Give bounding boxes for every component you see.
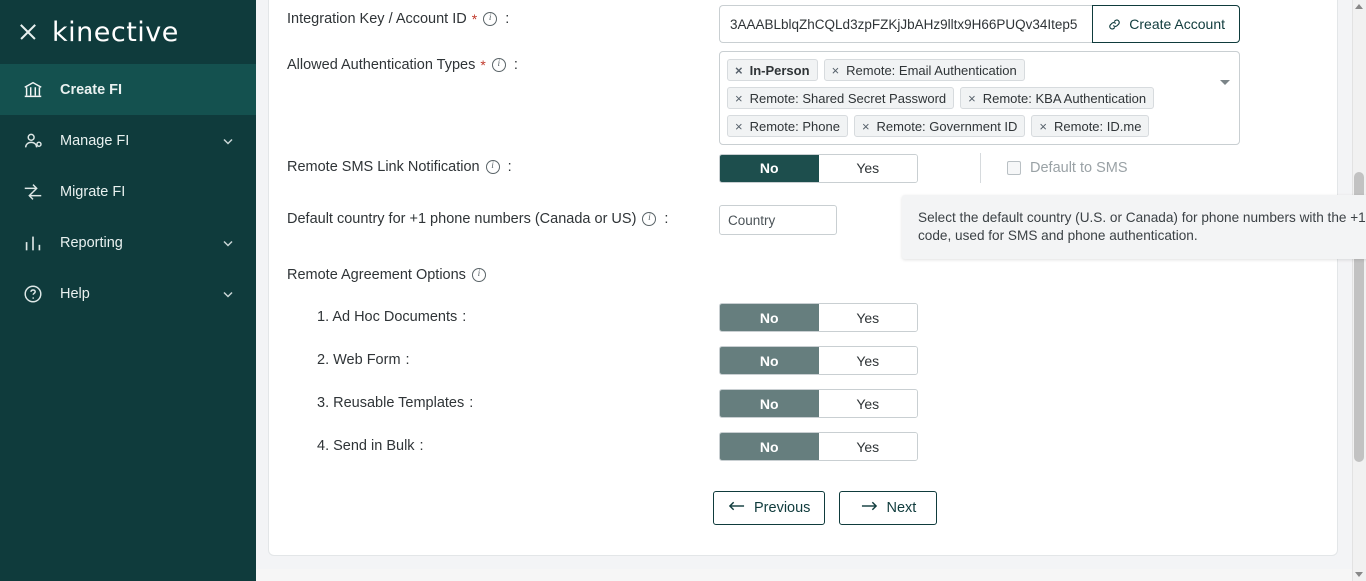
sidebar-header [0, 0, 256, 64]
ad-hoc-documents-field [719, 303, 1311, 332]
sidebar [0, 0, 256, 581]
chevron-down-icon[interactable] [1220, 80, 1230, 85]
default-to-sms-label: Default to SMS [1030, 160, 1128, 176]
chip-remove-icon[interactable]: × [1039, 118, 1048, 134]
send-in-bulk-label-text: 4. Send in Bulk [317, 438, 415, 454]
auth-types-field [719, 51, 1311, 145]
colon: : [419, 438, 424, 454]
remote-agreement-label [287, 261, 719, 283]
chip-remove-icon[interactable]: × [735, 62, 743, 78]
default-to-sms-checkbox[interactable] [1007, 161, 1021, 175]
default-country-tooltip: Select the default country (U.S. or Canada) for phone numbers with the +1 code, used for SMS and phone authentication. [902, 195, 1366, 259]
chip-label: Remote: Government ID [876, 118, 1018, 134]
form-card [268, 0, 1338, 556]
colon: : [505, 11, 510, 27]
sidebar-item-label: Help [60, 285, 90, 302]
sidebar-item-manage-fi[interactable] [0, 115, 256, 166]
colon: : [462, 309, 467, 325]
chip-remove-icon[interactable]: × [831, 62, 840, 78]
bank-icon [22, 79, 44, 101]
ad-hoc-documents-option-yes[interactable]: Yes [819, 304, 918, 331]
reusable-templates-option-no[interactable]: No [720, 390, 819, 417]
previous-label: Previous [754, 500, 811, 516]
chip-remote-government-id[interactable] [854, 115, 1025, 137]
send-in-bulk-field [719, 432, 1311, 461]
sms-link-label [287, 153, 719, 175]
sidebar-item-migrate-fi[interactable] [0, 166, 256, 217]
web-form-row [287, 346, 1311, 375]
ad-hoc-documents-label [287, 303, 719, 325]
colon: : [664, 211, 669, 227]
reusable-templates-row [287, 389, 1311, 418]
auth-types-row [287, 51, 1311, 145]
chip-label: Remote: Email Authentication [846, 62, 1017, 78]
chip-label: In-Person [749, 62, 810, 78]
reusable-templates-field [719, 389, 1311, 418]
web-form-label-text: 2. Web Form [317, 352, 401, 368]
auth-types-multiselect[interactable] [719, 51, 1240, 145]
web-form-field [719, 346, 1311, 375]
colon: : [513, 57, 518, 73]
chip-label: Remote: KBA Authentication [982, 90, 1147, 106]
info-icon[interactable]: i [483, 12, 497, 26]
chip-remote-shared-secret[interactable] [727, 87, 954, 109]
arrow-right-icon [861, 500, 878, 516]
chip-remote-email[interactable] [824, 59, 1025, 81]
reusable-templates-label [287, 389, 719, 411]
web-form-toggle[interactable] [719, 346, 918, 375]
chevron-down-icon[interactable] [222, 237, 234, 249]
help-circle-icon [22, 283, 44, 305]
info-icon[interactable]: i [472, 268, 486, 282]
link-icon [1107, 17, 1122, 32]
chip-remote-phone[interactable] [727, 115, 848, 137]
required-marker: * [471, 11, 478, 27]
ad-hoc-documents-toggle[interactable] [719, 303, 918, 332]
sms-link-label-text: Remote SMS Link Notification [287, 159, 480, 175]
scroll-down-icon[interactable] [1355, 572, 1363, 577]
integration-key-input-group [719, 5, 1240, 43]
send-in-bulk-option-no[interactable]: No [720, 433, 819, 460]
chip-remove-icon[interactable]: × [735, 90, 743, 106]
close-icon[interactable] [18, 22, 38, 42]
sidebar-item-label: Migrate FI [60, 183, 126, 200]
default-country-select[interactable] [719, 205, 837, 235]
remote-agreement-label-text: Remote Agreement Options [287, 267, 466, 283]
sms-link-option-no[interactable]: No [720, 155, 819, 182]
ad-hoc-documents-label-text: 1. Ad Hoc Documents [317, 309, 458, 325]
default-country-label [287, 205, 719, 227]
sidebar-item-create-fi[interactable] [0, 64, 256, 115]
chip-label: Remote: ID.me [1054, 118, 1142, 134]
chevron-down-icon[interactable] [222, 288, 234, 300]
bar-chart-icon [22, 232, 44, 254]
reusable-templates-toggle[interactable] [719, 389, 918, 418]
sidebar-item-reporting[interactable] [0, 217, 256, 268]
default-country-label-text: Default country for +1 phone numbers (Canada or US) [287, 211, 637, 227]
sms-link-toggle[interactable] [719, 154, 918, 183]
colon: : [405, 352, 410, 368]
sidebar-item-help[interactable] [0, 268, 256, 319]
manage-user-icon [22, 130, 44, 152]
sms-link-field [719, 153, 1311, 183]
migrate-icon [22, 181, 44, 203]
default-to-sms-checkbox-group[interactable] [1007, 160, 1128, 176]
integration-key-row [287, 5, 1311, 43]
chip-remote-idme[interactable] [1031, 115, 1149, 137]
colon: : [469, 395, 474, 411]
web-form-option-no[interactable]: No [720, 347, 819, 374]
ad-hoc-documents-option-no[interactable]: No [720, 304, 819, 331]
chip-remote-kba[interactable] [960, 87, 1154, 109]
horizontal-scrollbar-area [256, 569, 1352, 581]
reusable-templates-label-text: 3. Reusable Templates [317, 395, 465, 411]
create-account-label: Create Account [1129, 16, 1225, 32]
form-navigation [287, 491, 1311, 525]
ad-hoc-documents-row [287, 303, 1311, 332]
integration-key-input[interactable] [719, 5, 1092, 43]
default-country-value: Country [728, 212, 776, 228]
integration-key-label-text: Integration Key / Account ID [287, 11, 467, 27]
info-icon[interactable]: i [642, 212, 656, 226]
sidebar-item-label: Reporting [60, 234, 123, 251]
fi-settings-form [269, 0, 1337, 525]
auth-types-label [287, 51, 719, 73]
chip-label: Remote: Shared Secret Password [749, 90, 947, 106]
web-form-label [287, 346, 719, 368]
sms-link-option-yes[interactable]: Yes [819, 155, 918, 182]
scroll-up-icon[interactable] [1355, 4, 1363, 9]
remote-agreement-row [287, 261, 1311, 283]
vertical-scrollbar[interactable] [1352, 0, 1366, 581]
main-content [256, 0, 1366, 581]
integration-key-label [287, 5, 719, 27]
sidebar-item-label: Create FI [60, 81, 123, 98]
next-label: Next [886, 500, 917, 516]
colon: : [507, 159, 512, 175]
info-icon[interactable]: i [486, 160, 500, 174]
create-account-button[interactable] [1092, 5, 1240, 43]
sms-link-row [287, 153, 1311, 183]
send-in-bulk-toggle[interactable] [719, 432, 918, 461]
arrow-left-icon [728, 500, 745, 516]
chip-remove-icon[interactable]: × [735, 118, 743, 134]
chip-remove-icon[interactable]: × [968, 90, 976, 106]
brand-logo [52, 17, 179, 48]
required-marker: * [480, 57, 486, 73]
auth-types-label-text: Allowed Authentication Types [287, 57, 476, 73]
integration-key-field [719, 5, 1311, 43]
chip-remove-icon[interactable]: × [861, 118, 870, 134]
send-in-bulk-option-yes[interactable]: Yes [819, 433, 918, 460]
brand-text: kinective [52, 16, 179, 48]
send-in-bulk-row [287, 432, 1311, 461]
info-icon[interactable]: i [492, 58, 506, 72]
next-button[interactable] [839, 491, 937, 525]
web-form-option-yes[interactable]: Yes [819, 347, 918, 374]
previous-button[interactable] [713, 491, 825, 525]
chip-label: Remote: Phone [749, 118, 840, 134]
chevron-down-icon[interactable] [222, 135, 234, 147]
send-in-bulk-label [287, 432, 719, 454]
divider [980, 153, 981, 183]
chip-in-person[interactable] [727, 59, 818, 81]
reusable-templates-option-yes[interactable]: Yes [819, 390, 918, 417]
sidebar-item-label: Manage FI [60, 132, 130, 149]
